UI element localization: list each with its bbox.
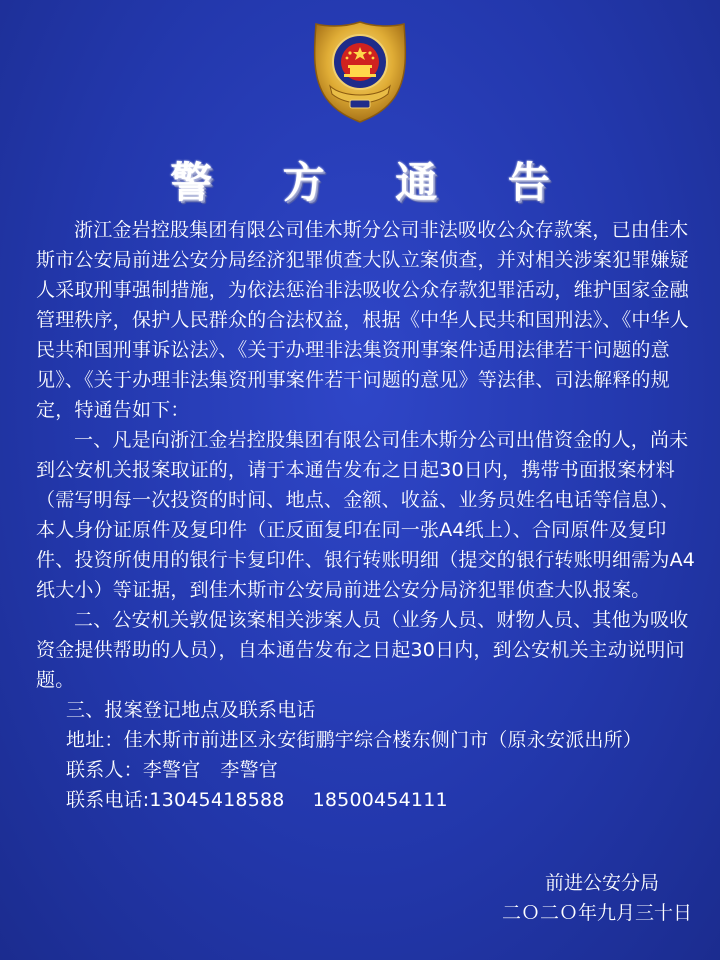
address-label: 地址：	[66, 729, 124, 751]
item-1-paragraph: 一、凡是向浙江金岩控股集团有限公司佳木斯分公司出借资金的人，尚未到公安机关报案取证的，请于本通告发布之日起30日内，携带书面报案材料（需写明每一次投资的时间、地点、金额、收益、业务员姓名电话等信息）、本人身份证原件及复印件（正反面复印在同一张A4纸上）、合同原件及复印件、投资所使用的银行卡复印件、银行转账明细（提交的银行转账明细需为A4纸大小）等证据，到佳木斯市公安局前进公安分局济犯罪侦查大队报案。	[36, 429, 696, 601]
item-2-paragraph: 二、公安机关敦促该案相关涉案人员（业务人员、财物人员、其他为吸收资金提供帮助的人员），自本通告发布之日起30日内，到公安机关主动说明问题。	[36, 609, 689, 691]
contact-name-1: 李警官	[142, 759, 201, 781]
police-emblem-icon	[308, 20, 412, 124]
notice-body	[36, 215, 696, 815]
signature-date: 二Ｏ二Ｏ年九月三十日	[501, 902, 692, 924]
phone-line	[36, 785, 696, 815]
phone-label: 联系电话:	[66, 789, 150, 811]
notice-title: 警 方 通 告	[170, 158, 578, 207]
phone-number-1: 13045418588	[149, 789, 285, 811]
contact-name-2: 李警官	[220, 759, 279, 781]
item-3-heading: 三、报案登记地点及联系电话	[66, 699, 316, 721]
phone-number-2: 18500454111	[312, 789, 448, 811]
signature-org: 前进公安分局	[544, 872, 659, 894]
intro-paragraph: 浙江金岩控股集团有限公司佳木斯分公司非法吸收公众存款案，已由佳木斯市公安局前进公安分局经济犯罪侦查大队立案侦查，并对相关涉案犯罪嫌疑人采取刑事强制措施，为依法惩治非法吸收公众存款犯罪活动，维护国家金融管理秩序，保护人民群众的合法权益，根据《中华人民共和国刑法》、《中华人民共和国刑事诉讼法》、《关于办理非法集资刑事案件适用法律若干问题的意见》、《关于办理非法集资刑事案件若干问题的意见》等法律、司法解释的规定，特通告如下：	[36, 219, 690, 421]
contact-line	[36, 755, 696, 785]
contact-label: 联系人：	[66, 759, 143, 781]
address-line	[36, 725, 696, 755]
address-value: 佳木斯市前进区永安街鹏宇综合楼东侧门市（原永安派出所）	[123, 729, 643, 751]
signature-block	[492, 868, 692, 928]
